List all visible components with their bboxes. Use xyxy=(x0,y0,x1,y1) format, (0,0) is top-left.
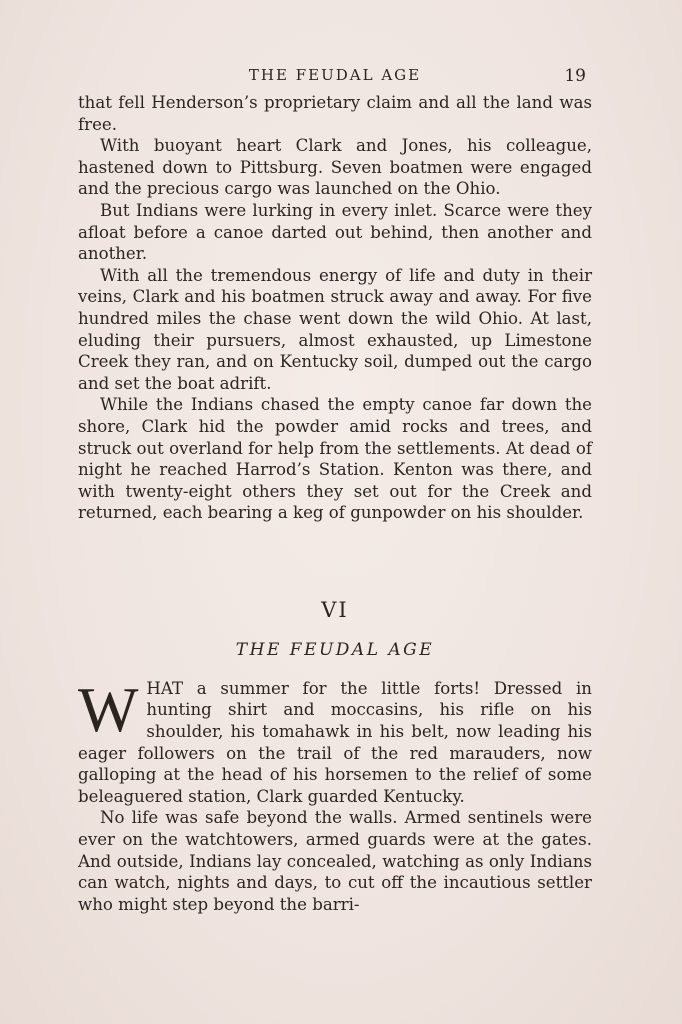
running-head xyxy=(78,64,592,90)
paragraph-the-chase: With all the tremendous energy of life and duty in their veins, Clark and his boatmen struck away and away. For five hundred miles the chase went down the wild Ohio. At last, eluding their pursuers, almost exhausted, up Limestone Creek they ran, and on Kentucky soil, dumped out the cargo and set the boat adrift. xyxy=(78,265,592,393)
paragraph-indians-lurking: But Indians were lurking in every inlet. Scarce were they afloat before a canoe darted out behind, then another and another. xyxy=(78,200,592,264)
body-text-chapter xyxy=(78,673,592,916)
body-text-section-1 xyxy=(78,92,592,524)
drop-cap-letter: W xyxy=(78,673,139,745)
running-title: THE FEUDAL AGE xyxy=(248,66,422,84)
chapter-opening-paragraph xyxy=(78,673,592,808)
paragraph-harrods-station: While the Indians chased the empty canoe far down the shore, Clark hid the powder amid rocks and trees, and struck out overland for help from the settlements. At dead of night he reached Harrod’s Station. Kenton was there, and with twenty-eight others they set out for the Creek and returned, each bearing a keg of gunpowder on his shoulder. xyxy=(78,395,592,523)
paragraph-no-life-safe: No life was safe beyond the walls. Armed sentinels were ever on the watchtowers, armed guards were at the gates. And outside, Indians lay concealed, watching as only Indians can watch, nights and days, to cut off the incautious settler who might step beyond the barri- xyxy=(78,808,592,914)
paragraph-continued: that fell Henderson’s proprietary claim and all the land was free. xyxy=(78,93,592,134)
book-page xyxy=(78,64,592,915)
paragraph-pittsburg: With buoyant heart Clark and Jones, his colleague, hastened down to Pittsburg. Seven boatmen were engaged and the precious cargo was launched on the Ohio. xyxy=(78,136,592,199)
chapter-number: VI xyxy=(321,597,349,622)
page-number: 19 xyxy=(564,66,586,86)
opening-paragraph-text: HAT a summer for the little forts! Dressed in hunting shirt and moccasins, his rifle on his shoulder, his tomahawk in his belt, now leading his eager followers on the trail of the red marauders, now galloping at the head of his horsemen to the relief of some beleaguered station, Clark guarded Kentucky. xyxy=(78,678,592,806)
chapter-title: THE FEUDAL AGE xyxy=(235,639,435,660)
